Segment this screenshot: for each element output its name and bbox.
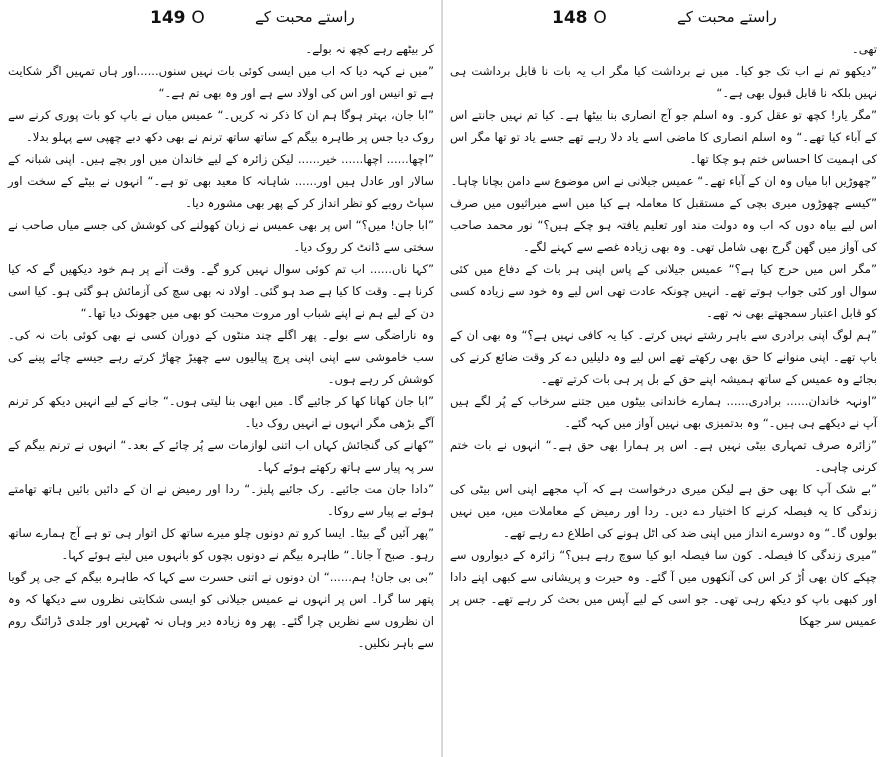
paragraph: کر بیٹھے رہے کچھ نہ بولے۔ bbox=[305, 42, 434, 56]
paragraph: ”مگر یار! کچھ تو عقل کرو۔ وہ اسلم جو آج انصاری بنا بیٹھا ہے۔ کیا تم نہیں جانتے اس کے آباء کیا تھے۔“ وہ اسلم انصاری کا ماضی اسے یاد دلا رہے تھے جسے یاد تو تھا مگر اس کی اہمیت کا احساس ختم ہو چکا تھا۔ bbox=[450, 108, 877, 166]
paragraph: ”اچھا...... اچھا...... خیر...... لیکن زائرہ کے لیے خاندان میں اور بچے ہیں۔ اپنی شبانہ کے سالار اور عادل ہیں اور...... شاہانہ کا معید بھی تو ہے۔“ انہوں نے بیٹے کے سخت اور سپاٹ رویے کو نظر انداز کر کے پھر بھی مشورہ دیا۔ bbox=[8, 152, 434, 210]
left-page-header bbox=[0, 6, 442, 36]
paragraph: ”ابا جان کھانا کھا کر جائیے گا۔ میں ابھی بنا لیتی ہوں۔“ جانے کے لیے انہیں دیکھ کر ترنم آگے بڑھی مگر انہوں نے انہیں روک دیا۔ bbox=[8, 394, 434, 430]
right-page-header bbox=[442, 6, 885, 36]
left-page-number: 149 bbox=[150, 8, 186, 28]
paragraph: ”کہا ناں...... اب تم کوئی سوال نہیں کرو گے۔ وقت آنے پر ہم خود دیکھیں گے کہ کیا کرنا ہے۔ وقت کا کیا ہے صد ہو گئی۔ اولاد نہ بھی سچ کی آزمائش ہو گئی ہو۔ کیا اسی دن کے لیے ہم نے اپنے شباب اور مروت محبت کو بھی میں جھونک دیا تھا۔“ bbox=[8, 262, 434, 320]
left-running-title: راستے محبت کے bbox=[255, 8, 355, 26]
right-page-number-block bbox=[552, 8, 607, 28]
right-page-body bbox=[450, 38, 877, 632]
left-page bbox=[0, 0, 442, 757]
right-page bbox=[442, 0, 885, 757]
left-page-number-block bbox=[150, 8, 205, 28]
paragraph: ”ابا جان! میں؟“ اس پر بھی عمیس نے زبان کھولنے کی کوشش کی جسے میاں صاحب نے سختی سے ڈانٹ کر روک دیا۔ bbox=[8, 218, 434, 254]
paragraph: ”ہم لوگ اپنی برادری سے باہر رشتے نہیں کرتے۔ کیا یہ کافی نہیں ہے؟“ وہ بھی ان کے باپ تھے۔ اپنی منوانے کا حق بھی رکھتے تھے اس لیے وہ دلیلیں دے کر وقت ضائع کرنے کی بجائے وہ عمیس کے ساتھ ہمیشہ اپنے حق کے بل پر ہی بات کرتے تھے۔ bbox=[450, 328, 877, 386]
left-page-body bbox=[8, 38, 434, 654]
paragraph: ”کھانے کی گنجائش کہاں اب اتنی لوازمات سے پُر چائے کے بعد۔“ انہوں نے ترنم بیگم کے سر پہ پیار سے ہاتھ رکھتے ہوئے کہا۔ bbox=[8, 438, 434, 474]
paragraph: ”بی بی جان! ہم......“ ان دونوں نے اتنی حسرت سے کہا کہ طاہرہ بیگم کے جی پر گویا پتھر سا گرا۔ اس پر انہوں نے عمیس جیلانی کو ایسی شکایتی نظروں سے دیکھا کہ وہ ان نظروں سے نظریں چرا گئے۔ پھر وہ زیادہ دیر وہاں نہ ٹھہریں اور جلدی ڈرائنگ روم سے باہر نکلیں۔ bbox=[8, 570, 434, 650]
paragraph: ”دیکھو تم نے اب تک جو کیا۔ میں نے برداشت کیا مگر اب یہ بات نا قابل برداشت ہی نہیں بلکہ نا قابل قبول بھی ہے۔“ bbox=[450, 64, 877, 100]
paragraph: ”کیسے چھوڑوں میری بچی کے مستقبل کا معاملہ ہے کیا میں اسے میراثیوں میں صرف اس لیے بیاہ دوں کہ اب وہ دولت مند اور تعلیم یافتہ ہو چکے ہیں؟“ نور محمد صاحب کی آواز میں گھن گرج بھی شامل تھی۔ وہ بھی زیادہ غصے سے کہنے لگے۔ bbox=[450, 196, 877, 254]
paragraph: ”بے شک آپ کا بھی حق ہے لیکن میری درخواست ہے کہ آپ مجھے اپنی اس بیٹی کی زندگی کا یہ فیصلہ کرنے کا اختیار دے دیں۔ ردا اور رمیض کے معاملات میں، میں نہیں بولوں گا۔“ وہ دوسرے انداز میں اپنی ضد کی اٹل ہونے کی اطلاع دے رہے تھے۔ bbox=[450, 482, 877, 540]
left-page-marker: O bbox=[191, 8, 205, 28]
paragraph: تھی۔ bbox=[851, 42, 877, 56]
paragraph: ”زائرہ صرف تمہاری بیٹی نہیں ہے۔ اس پر ہمارا بھی حق ہے۔“ انہوں نے بات ختم کرنی چاہی۔ bbox=[450, 438, 877, 474]
paragraph: ”چھوڑیں ابا میاں وہ ان کے آباء تھے۔“ عمیس جیلانی نے اس موضوع سے دامن بچانا چاہا۔ bbox=[450, 174, 877, 188]
right-running-title: راستے محبت کے bbox=[677, 8, 777, 26]
paragraph: ”میری زندگی کا فیصلہ۔ کون سا فیصلہ ابو کیا سوچ رہے ہیں؟“ زائرہ کے دیواروں سے چپکے کان بھی اُڑ کر اس کی آنکھوں میں آ گئے۔ وہ حیرت و پریشانی سے کبھی اپنے دادا اور کبھی باپ کو دیکھ رہی تھی۔ جو اسی کے لیے آپس میں بحث کر رہے تھے۔ جس پر عمیس سر جھکا bbox=[450, 548, 877, 628]
paragraph: ”میں نے کہہ دیا کہ اب میں ایسی کوئی بات نہیں سنوں......اور ہاں تمہیں اگر شکایت ہے تو انیس اور اس کی اولاد سے ہے اور وہ بھی تم ہے۔“ bbox=[8, 64, 434, 100]
paragraph: ”مگر اس میں حرج کیا ہے؟“ عمیس جیلانی کے پاس اپنی ہر بات کے دفاع میں کئی سوال اور کئی جواب ہوتے تھے۔ انہیں چونکہ عادت تھی اس لیے وہ خود سے زیادہ کسی کو قابل اعتبار سمجھتے بھی نہ تھے۔ bbox=[450, 262, 877, 320]
right-page-marker: O bbox=[593, 8, 607, 28]
paragraph: ”دادا جان مت جائیے۔ رک جائیے پلیز۔“ ردا اور رمیض نے ان کے دائیں بائیں ہاتھ تھامتے ہوئے بے پیار سے روکا۔ bbox=[8, 482, 434, 518]
paragraph: ”ابا جان، بہتر ہوگا ہم ان کا ذکر نہ کریں۔“ عمیس میاں نے باپ کو بات پوری کرنے سے روک دیا جس پر طاہرہ بیگم کے ساتھ ساتھ ترنم نے بھی دکھ دبے چھپی سے پہلو بدلا۔ bbox=[8, 108, 434, 144]
right-page-number: 148 bbox=[552, 8, 588, 28]
paragraph: ”اونہہ خاندان...... برادری...... ہمارے خاندانی بیٹوں میں جتنے سرخاب کے پُر لگے ہیں آپ نے دیکھے ہی ہیں۔“ وہ بدتمیزی بھی نہیں آواز میں کہہ گئے۔ bbox=[450, 394, 877, 430]
paragraph: وہ ناراضگی سے بولے۔ پھر اگلے چند منٹوں کے دوران کسی نے بھی کوئی بات نہ کی۔ سب خاموشی سے اپنی اپنی پرچ پیالیوں سے چھیڑ چھاڑ کرتے رہے جیسے چائے پینے کی کوشش کر رہے ہوں۔ bbox=[8, 328, 434, 386]
paragraph: ”پھر آئیں گے بیٹا۔ ایسا کرو تم دونوں چلو میرے ساتھ کل اتوار ہی تو ہے آج ہمارے ساتھ رہو۔ صبح آ جانا۔“ طاہرہ بیگم نے دونوں بچوں کو بانہوں میں لیتے ہوئے کہا۔ bbox=[8, 526, 434, 562]
